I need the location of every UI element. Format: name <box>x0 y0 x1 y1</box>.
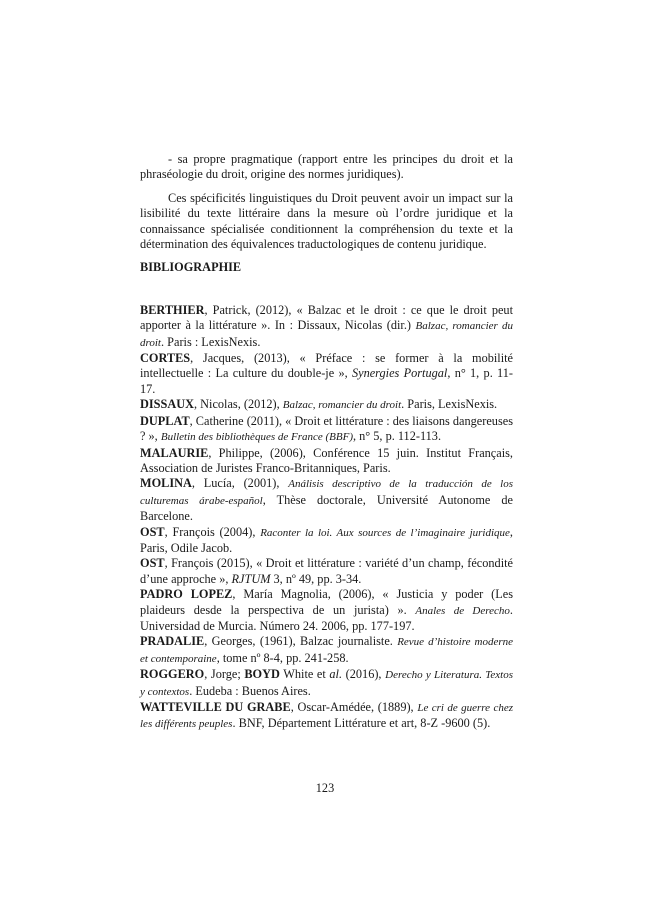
bib-text: , Thèse doctorale, Université Autonome de Barcelone. <box>140 492 513 524</box>
bibliography-heading: BIBLIOGRAPHIE <box>140 260 242 275</box>
bib-title: Derecho y Literatura. Textos y contextos <box>140 669 513 698</box>
bib-title: Balzac, romancier du droit <box>140 320 513 349</box>
bib-text: , Jacques, (2013), « Préface : se former à la mobilité intellectuelle : La culture du double-je », <box>140 351 513 381</box>
bib-text: , Catherine (2011), « Droit et littérature : des liaisons dangereuses ? », <box>140 413 513 444</box>
bib-author-secondary: BOYD <box>244 667 280 682</box>
bib-title: Revue d’histoire moderne et contemporaine <box>140 636 513 665</box>
bib-text: , François (2015), « Droit et littérature : variété d’un champ, fécondité d’une approche », <box>140 556 513 586</box>
page-content <box>140 152 513 733</box>
bib-title: Balzac, romancier du droit <box>282 399 402 412</box>
bib-author: MOLINA <box>140 476 192 491</box>
bib-entry-duplat <box>140 414 513 446</box>
bib-entry-padro-lopez <box>140 587 513 634</box>
bib-author: BERTHIER <box>140 302 205 317</box>
bib-text: , Oscar-Amédée, (1889), <box>290 700 418 714</box>
bib-text: . Paris, LexisNexis. <box>401 397 498 412</box>
page-number: 123 <box>315 781 335 795</box>
bib-author: CORTES <box>140 351 191 366</box>
bib-text: , Georges, (1961), Balzac journaliste. <box>204 634 398 649</box>
bib-text: , María Magnolia, (2006), « Justicia y poder (Les plaideurs desde la perspectiva de un jurista) ». <box>140 587 513 617</box>
bib-text: . Eudeba : Buenos Aires. <box>189 683 311 698</box>
bib-author: DISSAUX <box>140 397 194 412</box>
bib-entry-ost-2004 <box>140 525 513 557</box>
bib-entry-roggero <box>140 667 513 700</box>
bib-text: . Universidad de Murcia. Número 24. 2006, pp. 177-197. <box>140 602 513 633</box>
bib-text: , tome nº 8-4, pp. 241-258. <box>216 650 349 665</box>
bib-author: PADRO LOPEZ <box>140 587 233 602</box>
bib-text: , Philippe, (2006), Conférence 15 juin. Institut Français, Association de Juristes Franco-Britanniques, Paris. <box>140 445 513 475</box>
bib-text: , François (2004), <box>164 524 261 539</box>
bib-title: Bulletin des bibliothèques de France (BBF) <box>160 431 353 444</box>
bib-title: RJTUM <box>231 571 271 586</box>
bib-text: , Lucía, (2001), <box>191 476 289 491</box>
bib-author: OST <box>140 556 165 571</box>
bib-entry-pradalie <box>140 634 513 667</box>
bib-text: , Nicolas, (2012), <box>194 397 283 412</box>
bib-title: Le cri de guerre chez les différents peuples <box>140 702 513 731</box>
bib-text: 3, nº 49, pp. 3-34. <box>270 571 362 586</box>
bib-text: n° 1, p. 11-17. <box>140 366 513 396</box>
bib-text: . Paris : LexisNexis. <box>161 334 261 349</box>
bib-title: Raconter la loi. Aux sources de l’imaginaire juridique <box>260 526 510 539</box>
bib-text: , n° 5, p. 112-113. <box>352 429 442 444</box>
body-paragraph-2: Ces spécificités linguistiques du Droit peuvent avoir un impact sur la lisibilité du texte littéraire dans la mesure où l’ordre juridique et la connaissance spécialisée conditionnent la compréhension du texte et la détermination des équivalences traductologiques de contenu juridique. <box>140 190 513 252</box>
bib-title: Anales de Derecho <box>415 604 510 617</box>
body-paragraph-1: - sa propre pragmatique (rapport entre les principes du droit et la phraséologie du droit, origine des normes juridiques). <box>140 152 513 182</box>
bib-author: MALAURIE <box>140 445 209 460</box>
bib-title: Synergies Portugal, <box>351 366 451 381</box>
bib-author: ROGGERO <box>140 667 205 682</box>
bib-author: OST <box>140 524 165 539</box>
bib-text: , Jorge; <box>204 667 245 682</box>
bib-etal: al. <box>329 667 343 682</box>
bib-author: DUPLAT <box>140 413 190 428</box>
bib-text: White et <box>279 667 330 682</box>
bib-entry-malaurie <box>140 446 513 477</box>
bib-author: PRADALIE <box>140 634 205 649</box>
bib-entry-ost-2015 <box>140 556 513 587</box>
bib-text: . BNF, Département Littérature et art, 8-Z -9600 (5). <box>232 716 491 731</box>
bib-title: Análisis descriptivo de la traducción de los culturemas árabe-español <box>140 478 513 507</box>
bib-entry-molina <box>140 476 513 524</box>
bib-entry-cortes <box>140 351 513 397</box>
bib-text: (2016), <box>342 667 386 682</box>
bib-author: WATTEVILLE DU GRABE <box>140 700 291 714</box>
bib-text: , Patrick, (2012), « Balzac et le droit : ce que le droit peut apporter à la littérature ». In : Dissaux, Nicolas (dir.) <box>140 302 513 333</box>
bib-entry-dissaux <box>140 397 513 413</box>
bibliography-list <box>140 303 513 733</box>
bib-entry-berthier <box>140 303 513 351</box>
bib-entry-watteville <box>140 700 513 733</box>
bib-text: , Paris, Odile Jacob. <box>140 524 513 555</box>
